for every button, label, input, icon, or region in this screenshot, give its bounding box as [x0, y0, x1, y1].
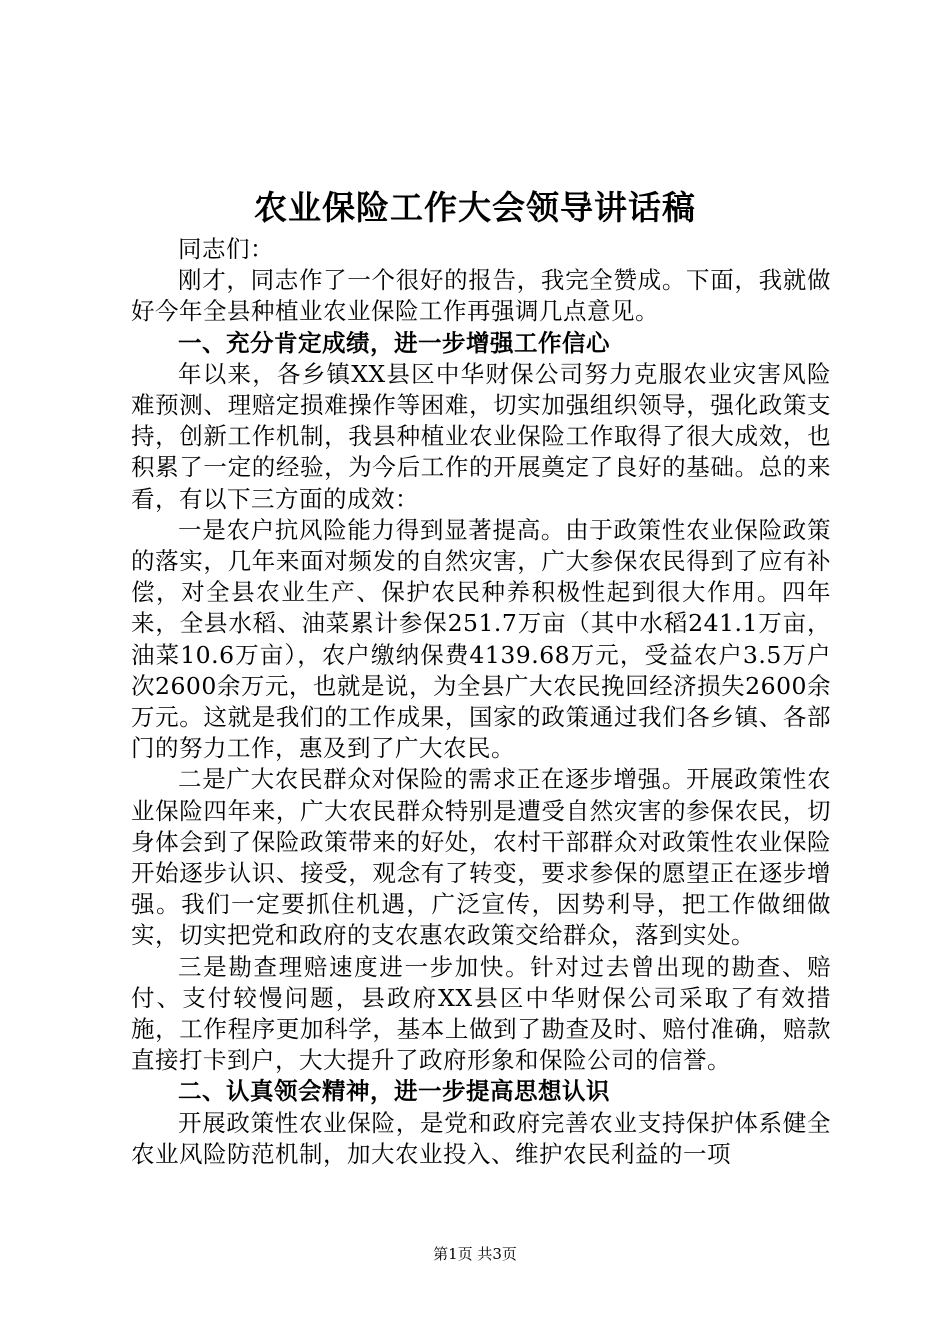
- body-paragraph: 二是广大农民群众对保险的需求正在逐步增强。开展政策性农业保险四年来，广大农民群众特别是遭受自然灾害的参保农民，切身体会到了保险政策带来的好处，农村干部群众对政策性农业保险开始逐步认识、接受，观念有了转变，要求参保的愿望正在逐步增强。我们一定要抓住机遇，广泛宣传，因势利导，把工作做细做实，切实把党和政府的支农惠农政策交给群众，落到实处。: [131, 765, 831, 950]
- body-paragraph: 开展政策性农业保险，是党和政府完善农业支持保护体系健全农业风险防范机制，加大农业投入、维护农民利益的一项: [131, 1108, 831, 1168]
- page-footer: 第1页 共3页: [433, 1245, 517, 1263]
- salutation: 同志们：: [178, 235, 274, 263]
- document-body: [131, 234, 831, 1170]
- body-paragraph: 年以来，各乡镇XX县区中华财保公司努力克服农业灾害风险难预测、理赔定损难操作等困难，切实加强组织领导，强化政策支持，创新工作机制，我县种植业农业保险工作取得了很大成效，也积累了一定的经验，为今后工作的开展奠定了良好的基础。总的来看，有以下三方面的成效：: [131, 359, 831, 513]
- body-paragraph: 一是农户抗风险能力得到显著提高。由于政策性农业保险政策的落实，几年来面对频发的自然灾害，广大参保农民得到了应有补偿，对全县农业生产、保护农民种养积极性起到很大作用。四年来，全县水稻、油菜累计参保251.7万亩（其中水稻241.1万亩，油菜10.6万亩），农户缴纳保费4139.68万元，受益农户3.5万户次2600余万元，也就是说，为全县广大农民挽回经济损失2600余万元。这就是我们的工作成果，国家的政策通过我们各乡镇、各部门的努力工作，惠及到了广大农民。: [131, 515, 831, 763]
- section-heading-1: 一、充分肯定成绩，进一步增强工作信心: [178, 328, 610, 357]
- section-heading-2: 二、认真领会精神，进一步提高思想认识: [178, 1077, 610, 1106]
- intro-paragraph: 刚才，同志作了一个很好的报告，我完全赞成。下面，我就做好今年全县种植业农业保险工作再强调几点意见。: [131, 266, 831, 326]
- document-title: 农业保险工作大会领导讲话稿: [254, 188, 696, 227]
- body-paragraph: 三是勘查理赔速度进一步加快。针对过去曾出现的勘查、赔付、支付较慢问题，县政府XX县区中华财保公司采取了有效措施，工作程序更加科学，基本上做到了勘查及时、赔付准确，赔款直接打卡到户，大大提升了政府形象和保险公司的信誉。: [131, 952, 831, 1075]
